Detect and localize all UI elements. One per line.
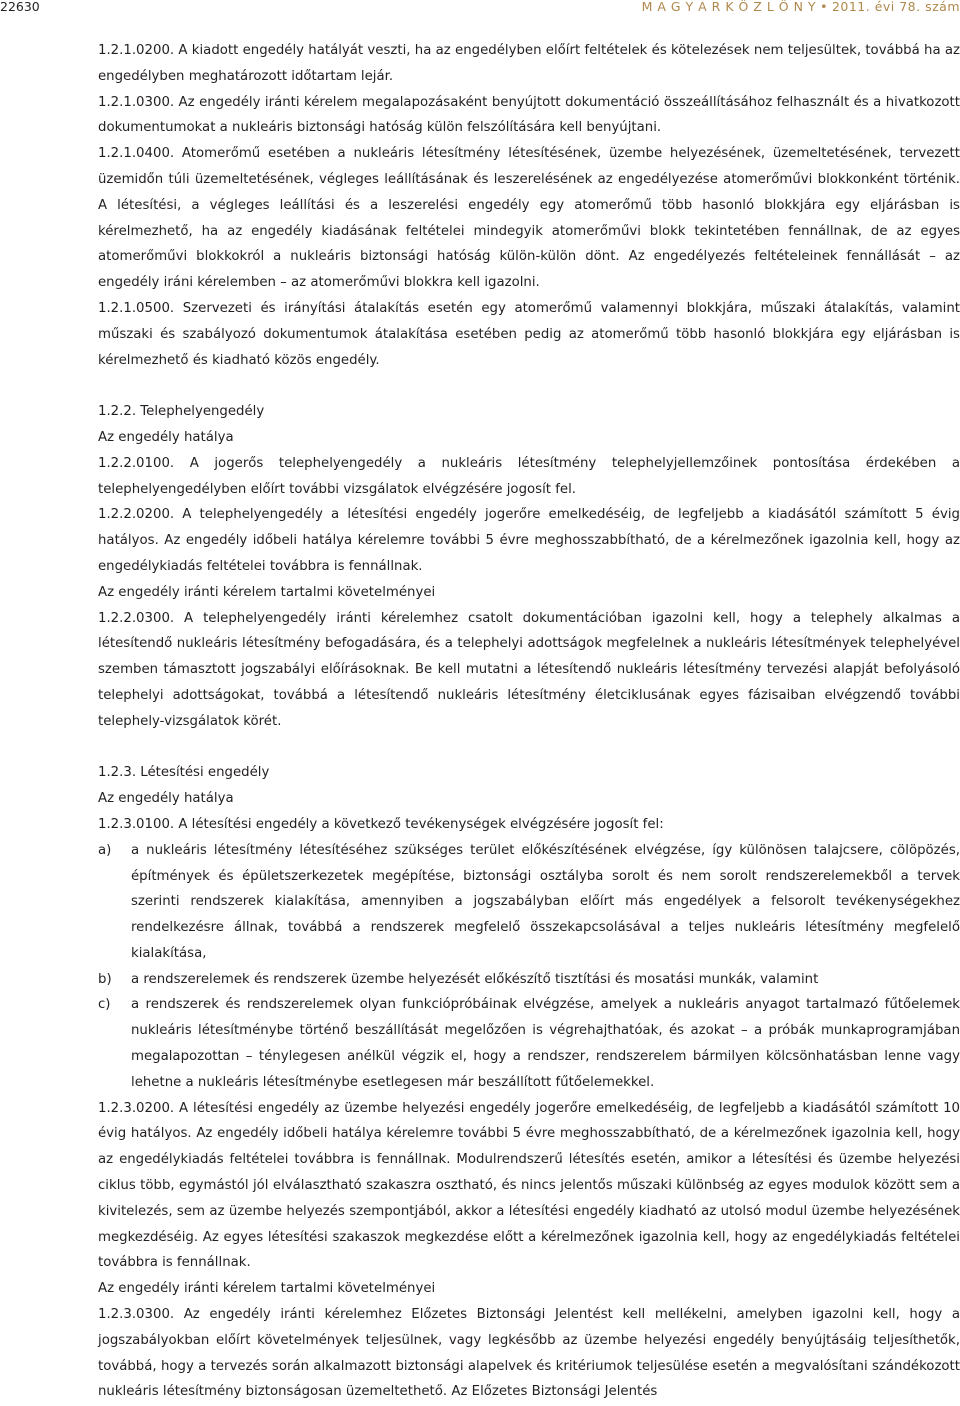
- list-marker: a): [98, 842, 112, 858]
- page-header: [0, 0, 960, 20]
- list-item-b: [98, 967, 960, 993]
- page-number: 22630: [0, 0, 40, 14]
- list-item-a: [98, 838, 960, 967]
- list-item-c: [98, 992, 960, 1095]
- paragraph-1-2-1-0400: 1.2.1.0400. Atomerőmű esetében a nukleáris létesítmény létesítésének, üzembe helyezésének, üzemeltetésének, tervezett üzemidőn túli üzemeltetésének, végleges leállításának és leszerelésének az engedélyezése atomerőművi blokkonként történik. A létesítési, a végleges leállítási és a leszerelési engedély egy atomerőmű több hasonló blokkjára egy eljárásban is kérelmezhető, ha az engedély kiadásának feltételei mindegyik atomerőművi blokk tekintetében fennállnak, de az egyes atomerőművi blokkokról a nukleáris biztonsági hatóság külön-külön dönt. Az engedélyezés feltételeinek fennállását – az engedély iráni kérelemben – az atomerőművi blokkra kell igazolni.: [98, 146, 960, 291]
- paragraph-1-2-1-0200: 1.2.1.0200. A kiadott engedély hatályát veszti, ha az engedélyben előírt feltételek és kötelezések nem teljesültek, továbbá ha az engedélyben meghatározott időtartam lejár.: [98, 43, 960, 84]
- section-heading-1-2-2: 1.2.2. Telephelyengedély: [98, 404, 265, 420]
- paragraph-1-2-2-0200: 1.2.2.0200. A telephelyengedély a létesítési engedély jogerőre emelkedéséig, de legfeljebb a kiadásától számított 5 évig hatályos. Az engedély időbeli hatálya kérelemre további 5 évre meghosszabbítható, de a kérelmezőnek igazolnia kell, hogy az engedélykiadás feltételei továbbra is fennállnak.: [98, 507, 960, 574]
- paragraph-1-2-2-0100: 1.2.2.0100. A jogerős telephelyengedély a nukleáris létesítmény telephelyjellemzőinek pontosítása érdekében a telephelyengedélyben előírt további vizsgálatok elvégzésére jogosít fel.: [98, 455, 960, 497]
- journal-issue-line: [642, 0, 960, 14]
- subheading-kerelem: Az engedély iránti kérelem tartalmi követelményei: [98, 584, 436, 600]
- list-marker: b): [98, 971, 112, 987]
- list-item-text: a rendszerelemek és rendszerek üzembe helyezését előkészítő tisztítási és mosatási munkák, valamint: [131, 971, 819, 987]
- paragraph-1-2-3-0100: 1.2.3.0100. A létesítési engedély a következő tevékenységek elvégzésére jogosít fel:: [98, 816, 664, 832]
- issue-number: 2011. évi 78. szám: [831, 0, 960, 14]
- document-body: [98, 38, 960, 1405]
- paragraph-1-2-2-0300: 1.2.2.0300. A telephelyengedély iránti kérelemhez csatolt dokumentációban igazolni kell, hogy a telephely alkalmas a létesítendő nukleáris létesítmény befogadására, és a telephelyi adottságok megfelelnek a nukleáris létesítmények telephelyével szemben támasztott jogszabályi előírásoknak. Be kell mutatni a létesítendő nukleáris létesítmény tervezési alapját befolyásoló telephelyi adottságokat, továbbá a létesítendő nukleáris létesítmény életciklusának egyes fázisaiban elvégzendő további telephely-vizsgálatok körét.: [98, 610, 960, 729]
- subheading-hatalya: Az engedély hatálya: [98, 429, 234, 445]
- paragraph-1-2-1-0300: 1.2.1.0300. Az engedély iránti kérelem megalapozásaként benyújtott dokumentáció összeállításához felhasznált és a hivatkozott dokumentumokat a nukleáris biztonsági hatóság külön felszólítására kell benyújtani.: [98, 94, 960, 136]
- list-item-text: a rendszerek és rendszerelemek olyan funkciópróbáinak elvégzése, amelyek a nukleáris anyagot tartalmazó fűtőelemek nukleáris létesítménybe történő beszállítását megelőzően is végrehajthatóak, és azokat – a próbák munkaprogramjában megalapozottan – ténylegesen anélkül végzik el, hogy a rendszer, rendszerelem bármilyen kölcsönhatásban lenne vagy lehetne a nukleáris létesítménybe esetlegesen már beszállított fűtőelemekkel.: [131, 997, 960, 1090]
- section-heading-1-2-3: 1.2.3. Létesítési engedély: [98, 765, 270, 781]
- paragraph-1-2-3-0300: 1.2.3.0300. Az engedély iránti kérelemhez Előzetes Biztonsági Jelentést kell mellékelni, amelyben igazolni kell, hogy a jogszabályokban előírt követelmények teljesülnek, vagy legkésőbb az üzembe helyezési engedély benyújtásáig teljesíthetők, továbbá, hogy a tervezés során alkalmazott biztonsági alapelvek és kritériumok teljesülése esetén a megvalósítani szándékozott nukleáris létesítmény biztonságosan üzemeltethető. Az Előzetes Biztonsági Jelentés: [98, 1307, 960, 1400]
- spacer: [98, 735, 960, 761]
- bullet-separator: •: [820, 0, 828, 14]
- paragraph-1-2-1-0500: 1.2.1.0500. Szervezeti és irányítási átalakítás esetén egy atomerőmű valamennyi blokkjára, műszaki átalakítás, valamint műszaki és szabályozó dokumentumok átalakítása esetében pedig az atomerőmű több hasonló blokkjára egy eljárásban is kérelmezhető és kiadható közös engedély.: [98, 300, 960, 368]
- journal-name: M A G Y A R K Ö Z L Ö N Y: [641, 0, 817, 14]
- list-item-text: a nukleáris létesítmény létesítéséhez szükséges terület előkészítésének elvégzése, így különösen talajcsere, cölöpözés, építmények és épületszerkezetek megépítése, biztonsági osztályba sorolt és nem sorolt rendszerelemekből a tervek szerinti rendszerek kialakítása, amennyiben a jogszabályban előírt más engedélyek a felsorolt tevékenységekhez rendelkezésre állnak, továbbá a rendszerek megfelelő összekapcsolásával a teljes nukleáris létesítmény megfelelő kialakítása,: [131, 842, 960, 961]
- subheading-hatalya: Az engedély hatálya: [98, 791, 234, 807]
- list-marker: c): [98, 997, 111, 1013]
- spacer: [98, 373, 960, 399]
- paragraph-1-2-3-0200: 1.2.3.0200. A létesítési engedély az üzembe helyezési engedély jogerőre emelkedéséig, de legfeljebb a kiadásától számított 10 évig hatályos. Az engedély időbeli hatálya kérelemre további 5 évre meghosszabbítható, de a kérelmezőnek igazolnia kell, hogy az engedélykiadás feltételei továbbra is fennállnak. Modulrendszerű létesítés esetén, amikor a létesítési és üzembe helyezési ciklus több, egymástól jól elválasztható szakaszra osztható, és nincs jelentős műszaki különbség az egyes modulok között sem a kivitelezés, sem az üzembe helyezés szempontjából, akkor a létesítési engedély kiadható az utolsó modul üzembe helyezésének megkezdéséig. Az egyes létesítési szakaszok megkezdése előtt a kérelmezőnek igazolnia kell, hogy az engedélykiadás feltételei továbbra is fennállnak.: [98, 1100, 960, 1271]
- subheading-kerelem: Az engedély iránti kérelem tartalmi követelményei: [98, 1281, 436, 1297]
